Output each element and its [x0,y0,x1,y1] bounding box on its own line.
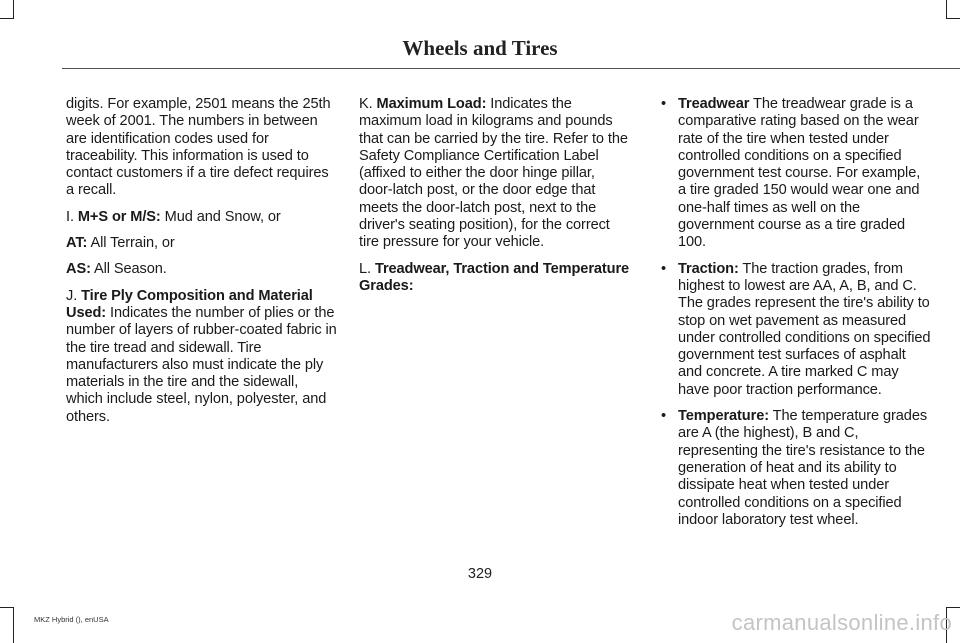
column-right [661,96,931,538]
page-number: 329 [467,566,493,582]
footer-model-label: MKZ Hybrid (), enUSA [34,615,109,624]
paragraph-all-terrain [66,235,338,252]
definition-mud-snow: Mud and Snow, or [160,208,281,225]
term-all-season: AS: [66,261,91,278]
definition-maximum-load: Indicates the maximum load in kilograms and pounds that can be carried by the tire. Refer to the Safety Compliance Certification Label (affixed to either the door hinge pillar, door-latch post, or the door edge that meets the door-latch post, next to the driver's seating position), for the correct tire pressure for your vehicle. [359,96,628,251]
list-item-temperature [661,408,931,529]
crop-mark-bottom-left-v [13,607,14,643]
paragraph-all-season [66,261,338,278]
item-letter: J. [66,287,82,304]
item-letter: I. [66,208,78,225]
watermark: carmanualsonline.info [731,610,952,635]
crop-mark-bottom-left-h [0,607,14,608]
definition-all-season: All Season. [90,261,167,278]
paragraph-tire-ply [66,288,338,426]
list-item-treadwear [661,96,931,252]
crop-mark-top-right-v [946,0,947,18]
crop-mark-top-left-v [13,0,14,18]
item-letter: L. [359,260,375,277]
term-tire-ply: Tire Ply Composition and Material Used: [66,287,313,321]
header-divider [62,68,960,69]
definition-temperature: The temperature grades are A (the highest), B and C, representing the tire's resistance to the generation of heat and its ability to dissipate heat when tested under controlled conditions on a specified indoor laboratory test wheel. [678,408,928,528]
bullet-icon: • [661,96,667,112]
crop-mark-bottom-right-h [946,607,960,608]
term-temperature: Temperature: [678,408,769,425]
crop-mark-top-right-h [946,18,960,19]
definition-all-terrain: All Terrain, or [87,235,175,252]
bullet-icon: • [661,260,667,277]
paragraph-mud-snow [66,209,338,226]
term-grades: Treadwear, Traction and Temperature Grades: [359,260,630,294]
crop-mark-top-left-h [0,18,14,19]
term-traction: Traction: [678,260,739,277]
definition-treadwear: The treadwear grade is a comparative rating based on the wear rate of the tire when tested under controlled conditions on a specified government test course. For example, a tire graded 150 would wear one and one-half times as well on the government course as a tire graded 100. [678,96,921,251]
paragraph-maximum-load [359,96,631,252]
column-left [66,96,338,435]
term-all-terrain: AT: [66,235,88,252]
term-maximum-load: Maximum Load: [376,96,487,112]
paragraph-date-code: digits. For example, 2501 means the 25th week of 2001. The numbers in between are identification codes used for traceability. This information is used to contact customers if a tire defect requires a recall. [66,96,331,199]
page-title: Wheels and Tires [402,36,558,60]
definition-tire-ply: Indicates the number of plies or the number of layers of rubber-coated fabric in the tire tread and sidewall. Tire manufacturers also must indicate the ply materials in the tire and the sidewall, which include steel, nylon, polyester, and others. [66,304,337,425]
grades-list [661,96,931,529]
term-mud-snow: M+S or M/S: [77,208,161,225]
term-treadwear: Treadwear [678,96,750,112]
item-letter: K. [359,96,377,112]
column-middle [359,96,631,304]
bullet-icon: • [661,408,667,425]
paragraph-grades-heading [359,261,631,296]
definition-traction: The traction grades, from highest to lowest are AA, A, B, and C. The grades represent the tire's ability to stop on wet pavement as measured under controlled conditions on specified government test surfaces of asphalt and concrete. A tire marked C may have poor traction performance. [678,260,931,398]
list-item-traction [661,261,931,399]
